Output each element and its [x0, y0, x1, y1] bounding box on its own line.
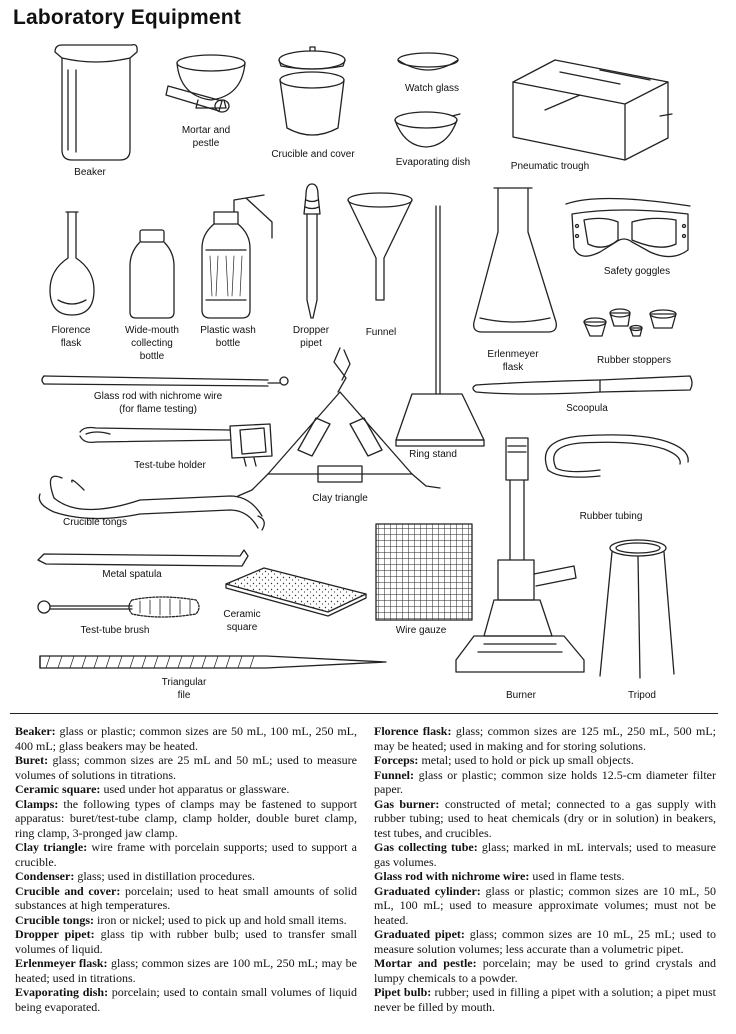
glossary-entry: [374, 985, 716, 1014]
glossary-term: Clamps:: [15, 796, 59, 811]
label-safety-goggles: Safety goggles: [603, 266, 671, 277]
glossary-definition: porcelain; used to heat small amounts of solid substances at high temperatures.: [15, 883, 357, 912]
label-wire-gauze: Wire gauze: [395, 625, 447, 636]
label-scoopula: Scoopula: [566, 403, 608, 414]
glossary-term: Erlenmeyer flask:: [15, 956, 108, 970]
glossary-term: Graduated pipet:: [374, 927, 465, 941]
label-burner: Burner: [505, 690, 536, 701]
glossary-entry: [15, 913, 357, 928]
florence-flask-drawing: [50, 212, 94, 315]
glossary-entry: [374, 753, 716, 768]
clay-triangle-drawing: [238, 348, 440, 496]
glossary-term: Florence flask:: [374, 724, 452, 738]
glass-rod-drawing: [42, 376, 288, 386]
label-beaker: Beaker: [74, 167, 106, 178]
glossary-entry: [374, 840, 716, 869]
glossary-definition: glass or plastic; common sizes are 50 mL, 100 mL, 250 mL, 400 mL; glass beakers may be heated.: [15, 724, 357, 753]
label-wash-bottle: Plastic wash bottle: [200, 325, 256, 349]
glossary-entry: [15, 724, 357, 753]
glossary-term: Mortar and pestle:: [374, 956, 477, 970]
glossary-definition: porcelain; may be used to grind crystals and lumpy chemicals to a powder.: [374, 956, 716, 985]
glossary-entry: [15, 956, 357, 985]
glossary-definition: glass or plastic; common sizes are 10 mL, 50 mL, 100 mL; used to measure approximate volumes; must not be heated.: [374, 883, 716, 927]
label-tripod: Tripod: [628, 690, 656, 701]
label-triangular-file: Triangular file: [161, 677, 207, 701]
glossary-term: Condenser:: [15, 869, 75, 883]
glossary-term: Crucible tongs:: [15, 912, 94, 927]
erlenmeyer-flask-drawing: [474, 188, 557, 332]
glossary-entry: [374, 956, 716, 985]
glossary-entry: [15, 753, 357, 782]
glossary-definition: metal; used to hold or pick up small objects.: [418, 753, 634, 767]
glossary-right-column: [374, 724, 716, 1014]
watch-glass-drawing: [398, 53, 458, 70]
glossary-left-column: [15, 724, 357, 1014]
glossary-definition: glass tip with rubber bulb; used to transfer small volumes of liquid.: [15, 927, 357, 956]
evaporating-dish-drawing: [395, 112, 460, 147]
glossary-entry: [374, 884, 716, 928]
glossary-definition: porcelain; used to contain small volumes of liquid being evaporated.: [15, 985, 357, 1014]
rubber-stoppers-drawing: [584, 309, 676, 336]
glossary-term: Pipet bulb:: [374, 985, 432, 999]
glossary-definition: constructed of metal; connected to a gas supply with rubber tubing; used to heat chemicals (dry or in solution) in beakers, test tubes, and crucibles.: [374, 796, 716, 840]
glossary-entry: [15, 927, 357, 956]
glossary-entry: [374, 869, 716, 884]
label-ceramic-square: Ceramic square: [223, 609, 261, 633]
scoopula-drawing: [473, 376, 692, 394]
metal-spatula-drawing: [38, 550, 248, 566]
glossary-definition: used in flame tests.: [529, 869, 625, 883]
glossary-term: Crucible and cover:: [15, 883, 121, 898]
glossary-definition: glass; marked in mL intervals; used to measure gas volumes.: [374, 840, 716, 869]
test-tube-brush-drawing: [38, 597, 199, 617]
rubber-tubing-drawing: [545, 435, 688, 477]
label-clay-triangle: Clay triangle: [312, 493, 368, 504]
glossary-definition: iron or nickel; used to pick up and hold small items.: [94, 912, 347, 927]
triangular-file-drawing: [40, 656, 386, 668]
glossary-term: Beaker:: [15, 724, 56, 738]
glossary-definition: used under hot apparatus or glassware.: [100, 782, 290, 796]
glossary-entry: [15, 797, 357, 841]
glossary-term: Clay triangle:: [15, 840, 88, 854]
label-evaporating-dish: Evaporating dish: [395, 157, 471, 168]
label-test-tube-holder: Test-tube holder: [134, 460, 206, 471]
glossary-entry: [374, 797, 716, 841]
burner-drawing: [456, 438, 584, 672]
label-metal-spatula: Metal spatula: [102, 569, 162, 580]
label-crucible-tongs: Crucible tongs: [63, 517, 127, 528]
glossary-term: Dropper pipet:: [15, 927, 95, 941]
glossary-entry: [374, 768, 716, 797]
glossary-entry: [15, 985, 357, 1014]
wire-gauze-drawing: [376, 524, 472, 620]
glossary-term: Graduated cylinder:: [374, 883, 481, 898]
glossary-entry: [15, 782, 357, 797]
pneumatic-trough-drawing: [513, 60, 672, 160]
tripod-drawing: [600, 540, 674, 678]
glossary-term: Ceramic square:: [15, 782, 101, 796]
glossary-term: Forceps:: [374, 753, 419, 767]
glossary-definition: glass; used in distillation procedures.: [74, 869, 255, 883]
glossary-definition: glass; common sizes are 100 mL, 250 mL; may be heated; used in titrations.: [15, 956, 358, 985]
crucible-cover-drawing: [279, 47, 345, 135]
section-divider: [10, 713, 718, 714]
glossary-entry: [15, 869, 357, 884]
wash-bottle-drawing: [202, 195, 272, 318]
glossary-entry: [374, 724, 716, 753]
dropper-pipet-drawing: [304, 184, 320, 318]
glossary-entry: [15, 884, 357, 913]
label-rubber-stoppers: Rubber stoppers: [597, 355, 671, 366]
beaker-drawing: [55, 45, 137, 160]
glossary-definition: rubber; used in filling a pipet with a solution; a pipet must never be filled by mouth.: [374, 985, 716, 1014]
label-dropper-pipet: Dropper pipet: [292, 325, 330, 349]
label-ring-stand: Ring stand: [409, 449, 457, 460]
funnel-drawing: [348, 193, 412, 300]
label-rubber-tubing: Rubber tubing: [579, 511, 643, 522]
glossary-term: Funnel:: [374, 767, 415, 782]
glossary-term: Buret:: [15, 753, 49, 767]
label-watch-glass: Watch glass: [404, 83, 460, 94]
glossary-definition: glass; common sizes are 125 mL, 250 mL, 500 mL; may be heated; used in making and for storing solutions.: [374, 724, 716, 753]
glossary-term: Evaporating dish:: [15, 985, 109, 999]
label-test-tube-brush: Test-tube brush: [80, 625, 150, 636]
label-funnel: Funnel: [365, 327, 397, 338]
label-glass-rod: Glass rod with nichrome wire (for flame testing): [93, 391, 223, 415]
glossary-term: Gas burner:: [374, 796, 440, 811]
label-pneumatic-trough: Pneumatic trough: [510, 161, 590, 172]
glossary-definition: the following types of clamps may be fastened to support apparatus: buret/test-tube clamp, clamp holder, double buret clamp, ring clamp, 3-pronged jaw clamp.: [15, 796, 357, 840]
label-erlenmeyer-flask: Erlenmeyer flask: [487, 349, 539, 373]
glossary-term: Gas collecting tube:: [374, 840, 478, 854]
glossary-definition: glass; common sizes are 10 mL, 25 mL; used to measure solution volumes; less accurate than a volumetric pipet.: [374, 927, 716, 956]
ring-stand-drawing: [396, 206, 484, 446]
glossary-entry: [15, 840, 357, 869]
glossary-entry: [374, 927, 716, 956]
label-wide-mouth-bottle: Wide-mouth collecting bottle: [125, 325, 179, 362]
glossary-definition: glass; common sizes are 25 mL and 50 mL; used to measure volumes of solutions in titrations.: [15, 753, 357, 782]
glossary-definition: wire frame with porcelain supports; used to support a crucible.: [15, 840, 357, 869]
wide-mouth-bottle-drawing: [130, 230, 174, 318]
safety-goggles-drawing: [566, 198, 690, 256]
label-crucible-cover: Crucible and cover: [271, 149, 355, 160]
glossary-term: Glass rod with nichrome wire:: [374, 869, 530, 883]
label-mortar-pestle: Mortar and pestle: [181, 125, 231, 149]
glossary-definition: glass or plastic; common size holds 12.5-cm diameter filter paper.: [374, 767, 716, 796]
page-title: Laboratory Equipment: [13, 6, 242, 29]
label-florence-flask: Florence flask: [51, 325, 91, 349]
mortar-pestle-drawing: [166, 55, 245, 112]
